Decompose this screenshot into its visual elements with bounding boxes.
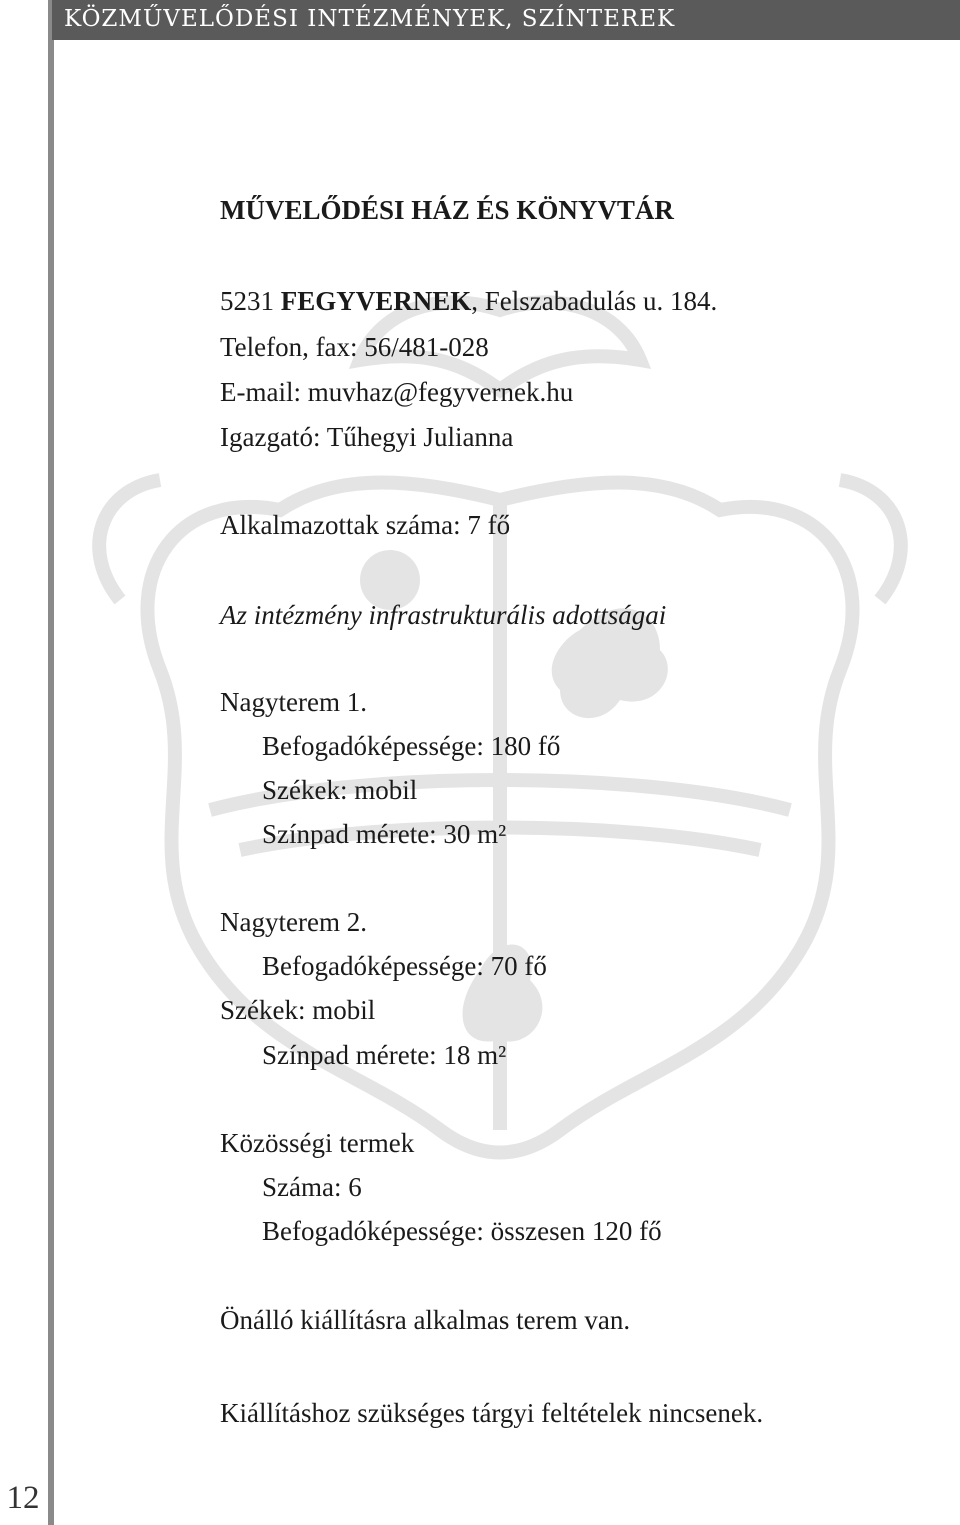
section-header-bar — [52, 0, 960, 40]
address-line — [220, 286, 717, 317]
email-line: E-mail: muvhaz@fegyvernek.hu — [220, 377, 574, 407]
left-margin-rule — [48, 0, 54, 1525]
hall2-stage: Színpad mérete: 18 m² — [262, 1040, 507, 1070]
hall1-stage: Színpad mérete: 30 m² — [262, 819, 507, 849]
phone-fax: Telefon, fax: 56/481-028 — [220, 332, 489, 362]
exhibition-conditions-note: Kiállításhoz szükséges tárgyi feltételek nincsenek. — [220, 1398, 764, 1428]
street-address: , Felszabadulás u. 184. — [471, 286, 718, 316]
hall2-seats: Székek: mobil — [220, 995, 376, 1025]
page-number: 12 — [6, 1480, 40, 1516]
institution-name: MŰVELŐDÉSI HÁZ ÉS KÖNYVTÁR — [220, 195, 674, 225]
hall2-capacity: Befogadóképessége: 70 fő — [262, 951, 547, 981]
community-rooms-count: Száma: 6 — [262, 1172, 362, 1202]
infrastructure-heading: Az intézmény infrastrukturális adottságai — [220, 600, 667, 630]
community-rooms-capacity: Befogadóképessége: összesen 120 fő — [262, 1216, 662, 1246]
section-title: KÖZMŰVELŐDÉSI INTÉZMÉNYEK, SZÍNTEREK — [64, 6, 676, 32]
hall2-name: Nagyterem 2. — [220, 907, 367, 937]
community-rooms-name: Közösségi termek — [220, 1128, 415, 1158]
hall1-name: Nagyterem 1. — [220, 687, 367, 717]
hall1-seats: Székek: mobil — [262, 775, 418, 805]
city-name: FEGYVERNEK — [280, 286, 472, 316]
hall1-capacity: Befogadóképessége: 180 fő — [262, 731, 561, 761]
postcode: 5231 — [220, 286, 274, 316]
exhibition-room-note: Önálló kiállításra alkalmas terem van. — [220, 1305, 631, 1335]
staff-count: Alkalmazottak száma: 7 fő — [220, 510, 511, 540]
director-line: Igazgató: Tűhegyi Julianna — [220, 422, 514, 452]
